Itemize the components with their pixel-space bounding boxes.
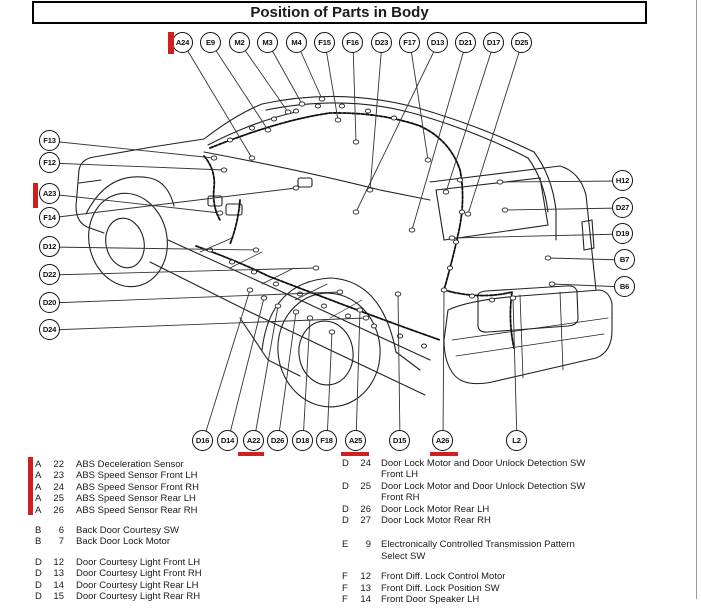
legend-row [342, 551, 687, 562]
legend-number: 12 [53, 556, 64, 568]
legend-prefix [342, 492, 353, 503]
legend-row [342, 583, 687, 594]
callout-b7: B7 [614, 249, 635, 270]
legend-number: 15 [53, 591, 64, 603]
legend-prefix: F [342, 594, 348, 606]
mark-top-a24 [168, 32, 174, 54]
legend-prefix: D [342, 503, 349, 515]
legend-text: ABS Speed Sensor Front LH [76, 470, 198, 482]
callout-d27: D27 [612, 197, 633, 218]
legend-group [342, 539, 687, 562]
legend-text: Back Door Courtesy SW [76, 525, 179, 537]
legend-number: 14 [360, 594, 371, 606]
legend-text: Front Door Speaker LH [381, 594, 480, 606]
underline-a26 [430, 452, 458, 456]
callout-d15: D15 [389, 430, 410, 451]
page-edge-line [696, 0, 697, 599]
connector-dots [211, 97, 555, 334]
legend-row [342, 571, 687, 582]
legend-number [353, 551, 371, 562]
legend-text: Front Diff. Lock Position SW [381, 582, 500, 594]
legend-text: ABS Speed Sensor Rear LH [76, 493, 196, 505]
legend-text: Door Lock Motor Rear LH [381, 503, 490, 515]
legend-prefix: B [35, 525, 42, 537]
legend-prefix [342, 469, 353, 480]
legend-number: 24 [360, 458, 371, 469]
callout-d12: D12 [39, 236, 60, 257]
vehicle-art [76, 96, 612, 413]
legend-text: Door Courtesy Light Front RH [76, 568, 202, 580]
callout-d17: D17 [483, 32, 504, 53]
legend-prefix: A [35, 504, 42, 516]
callout-d18: D18 [292, 430, 313, 451]
underline-a22 [238, 452, 264, 456]
legend-group [35, 525, 335, 548]
legend-prefix [342, 551, 353, 562]
mark-left-a23 [33, 183, 38, 208]
callout-f17: F17 [399, 32, 420, 53]
legend-text: Front Diff. Lock Control Motor [381, 571, 506, 583]
legend-prefix: A [35, 470, 42, 482]
callout-b6: B6 [614, 276, 635, 297]
callout-a26: A26 [432, 430, 453, 451]
legend-number: 25 [53, 493, 64, 505]
legend-prefix: E [342, 539, 349, 551]
legend-row [342, 539, 687, 550]
legend-row [342, 492, 687, 503]
legend-number: 26 [53, 504, 64, 516]
page-title: Position of Parts in Body [32, 1, 647, 24]
legend-text: Door Courtesy Light Rear RH [76, 591, 201, 603]
legend-text: Door Courtesy Light Rear LH [76, 579, 199, 591]
callout-d20: D20 [39, 292, 60, 313]
legend-number: 23 [53, 470, 64, 482]
callout-h12: H12 [612, 170, 633, 191]
legend-prefix: A [35, 481, 42, 493]
callout-a22: A22 [243, 430, 264, 451]
legend-row [35, 591, 335, 602]
callout-d14: D14 [217, 430, 238, 451]
legend-text: ABS Deceleration Sensor [76, 459, 184, 470]
legend-prefix: D [342, 480, 349, 492]
callout-m4: M4 [286, 32, 307, 53]
legend-row [35, 525, 335, 536]
callout-a23: A23 [39, 183, 60, 204]
legend-text: Front RH [381, 492, 420, 504]
legend-group [35, 557, 335, 603]
legend-number: 13 [360, 582, 371, 594]
legend-prefix: A [35, 493, 42, 505]
legend-prefix: F [342, 582, 348, 594]
legend-row [342, 469, 687, 480]
legend-number: 13 [53, 568, 64, 580]
callout-d13: D13 [427, 32, 448, 53]
legend-prefix: B [35, 536, 42, 548]
callout-d23: D23 [371, 32, 392, 53]
legend-row [35, 536, 335, 547]
callout-m2: M2 [229, 32, 250, 53]
legend-prefix: D [35, 568, 42, 580]
legend-text: Door Lock Motor and Door Unlock Detection SW [381, 458, 586, 469]
legend-number: 12 [360, 571, 371, 583]
legend-number: 22 [53, 459, 64, 470]
legend-prefix: D [342, 458, 349, 469]
callout-f15: F15 [314, 32, 335, 53]
legend-number: 27 [360, 515, 371, 527]
callout-d22: D22 [39, 264, 60, 285]
legend-row [35, 470, 335, 481]
legend-row [342, 481, 687, 492]
legend-text: ABS Speed Sensor Front RH [76, 481, 200, 493]
legend-row [35, 459, 335, 470]
callout-f13: F13 [39, 130, 60, 151]
legend-row [35, 568, 335, 579]
legend-text: ABS Speed Sensor Rear RH [76, 504, 198, 516]
callout-f14: F14 [39, 207, 60, 228]
callout-l2: L2 [506, 430, 527, 451]
legend-prefix: D [35, 556, 42, 568]
legend-row [35, 482, 335, 493]
legend-number: 25 [360, 480, 371, 492]
callout-d19: D19 [612, 223, 633, 244]
legend-row [35, 580, 335, 591]
legend-row [342, 458, 687, 469]
legend-row [342, 504, 687, 515]
callout-a24: A24 [172, 32, 193, 53]
legend-column-left [35, 459, 335, 611]
legend-row [342, 515, 687, 526]
legend-number: 7 [58, 536, 64, 548]
legend-row [35, 505, 335, 516]
legend-group [342, 458, 687, 526]
legend-prefix: D [35, 579, 42, 591]
legend-prefix: A [35, 459, 42, 470]
callout-d21: D21 [455, 32, 476, 53]
legend-row [35, 493, 335, 504]
callout-d16: D16 [192, 430, 213, 451]
legend-number: 26 [360, 503, 371, 515]
callout-f12: F12 [39, 152, 60, 173]
callout-m3: M3 [257, 32, 278, 53]
legend-text: Electronically Controlled Transmission Pattern [381, 539, 575, 551]
callout-e9: E9 [200, 32, 221, 53]
legend-number [353, 469, 371, 480]
legend-text: Door Lock Motor and Door Unlock Detection SW [381, 480, 586, 492]
callout-a25: A25 [345, 430, 366, 451]
callout-d25: D25 [511, 32, 532, 53]
callout-d26: D26 [267, 430, 288, 451]
underline-a25 [341, 452, 369, 456]
legend-column-right [342, 458, 687, 614]
legend-text: Back Door Lock Motor [76, 536, 170, 548]
legend-number: 9 [365, 539, 371, 551]
legend-group [35, 459, 335, 516]
legend-row [35, 557, 335, 568]
legend-number [353, 492, 371, 503]
legend-text: Front LH [381, 469, 418, 481]
callout-f16: F16 [342, 32, 363, 53]
legend-row [342, 594, 687, 605]
legend-text: Door Lock Motor Rear RH [381, 515, 491, 527]
callout-d24: D24 [39, 319, 60, 340]
legend-number: 6 [58, 525, 64, 537]
callout-f18: F18 [316, 430, 337, 451]
legend-prefix: D [35, 591, 42, 603]
mark-legend-abs [28, 457, 33, 515]
legend-group [342, 571, 687, 605]
legend-text: Door Courtesy Light Front LH [76, 556, 201, 568]
legend-prefix: D [342, 515, 349, 527]
legend-number: 14 [53, 579, 64, 591]
legend-prefix: F [342, 571, 348, 583]
legend-number: 24 [53, 481, 64, 493]
legend-text: Select SW [381, 550, 426, 562]
